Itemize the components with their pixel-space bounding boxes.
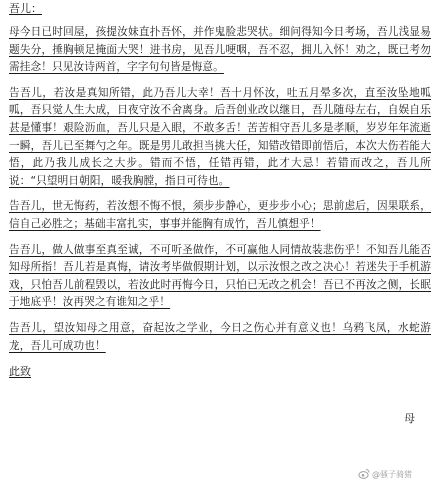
watermark-text: @骚子骑猪 <box>372 469 412 479</box>
letter-body <box>9 2 431 379</box>
letter-paragraph-2: 告吾儿，若汝是真知所错，此乃吾儿大幸！吾十月怀汝，吐五月晕多次，直至汝坠地呱呱，吾只觉人生大成，日夜守汝不舍离身。后吾创业改以继日，吾儿随母左右，自娱自乐甚是懂事！艰险沥血，吾儿只是入眼，不敢多舌！苦苦相守吾儿多是孝顺，岁岁年年流逝一瞬，吾儿已至舞勺之年。既是男儿敢担当挑大任，知错改错即前悟后，本次大伤若能大悟，此乃我儿成长之大步。错而不悟，任错再错，此才大忌！若错而改之，吾儿所说：“只望明日朝阳，暖我胸膛，指日可待也。 <box>9 86 431 187</box>
watermark <box>358 468 412 480</box>
letter-paragraph-1: 母今日已时回屋，孩提汝妹直扑吾怀，并作鬼脸悲哭状。细问得知今日考场，吾儿浅显易题失分，捶胸顿足掩面大哭！进书房，见吾儿哽咽，吾不忍，拥儿入怀！劝之，既已考勿需挂念！只见汝诗两首，字字句句皆是悔意。 <box>9 26 431 74</box>
letter-paragraph-4: 告吾儿，做人做事至真至诚，不可听圣做作，不可赢他人同情故装悲伤乎！不知吾儿能否知母所指！吾儿若是真悔，请汝考毕做假期计划，以示汝恨之改之决心！若迷失于手机游戏，只怕吾儿前程毁以，若汝此时再悔今日，只怕已无改之机会！吾已不再汝之侧，长眠于地底乎！汝再哭之有谁知之乎！ <box>9 243 431 309</box>
letter-paragraph-5: 告吾儿，望汝知母之用意，奋起汝之学业，今日之伤心并有意义也！乌鸦飞凤，水蛇游龙，吾儿可成功也！ <box>9 321 431 352</box>
closing-line: 此致 <box>9 365 31 379</box>
weibo-logo-icon <box>358 468 370 480</box>
letter-paragraph-3: 告吾儿，世无悔药，若汝想不悔不恨，须步步静心，更步步小心；思前虑后，因果联系，信自己必胜之；基础丰富扎实，事事并能胸有成竹，吾儿慎想乎！ <box>9 200 431 230</box>
salutation: 吾儿： <box>9 2 42 15</box>
signature: 母 <box>404 412 415 425</box>
